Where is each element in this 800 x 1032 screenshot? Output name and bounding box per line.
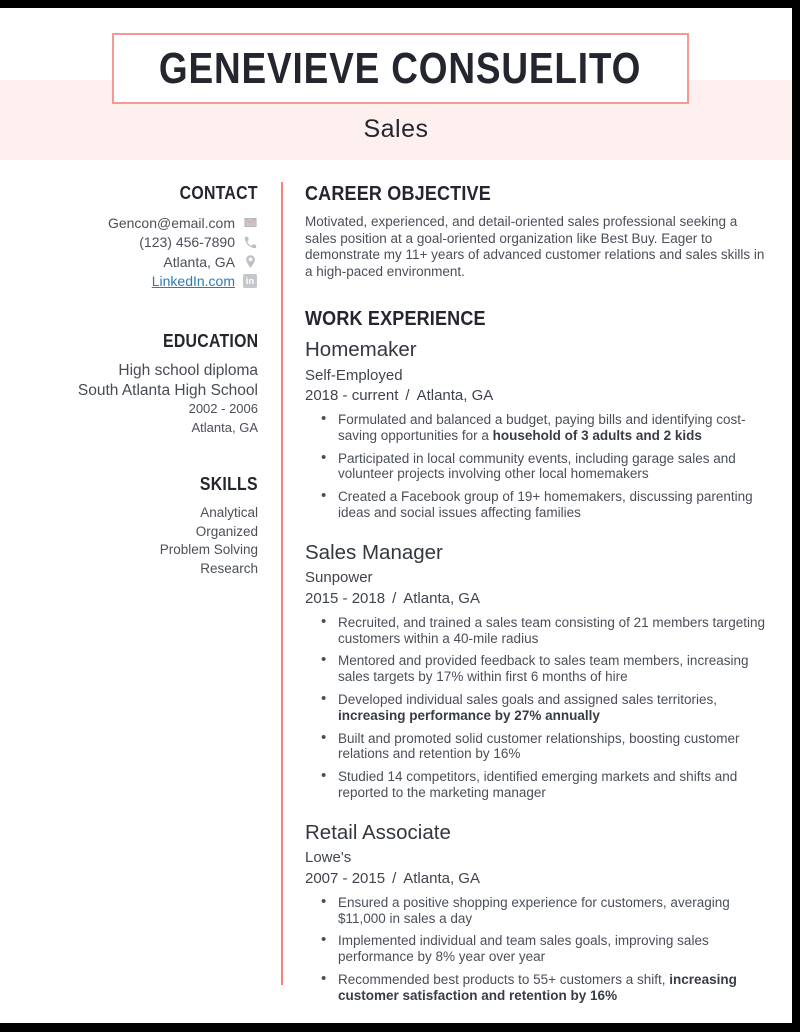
education-degree: High school diploma [118, 362, 258, 379]
job-bullet: • Created a Facebook group of 19+ homemakers, discussing parenting ideas and social issues affecting families [305, 489, 767, 521]
page-border-right [792, 0, 800, 1032]
column-divider [281, 182, 283, 985]
job-bullet-list [305, 615, 767, 801]
skill-item: Organized [195, 523, 258, 539]
job-dateline [305, 387, 767, 406]
sidebar [0, 183, 258, 578]
job-bullet: • Formulated and balanced a budget, paying bills and identifying cost-saving opportunities for a household of 3 adults and 2 kids [305, 412, 767, 444]
name-box [112, 33, 689, 104]
career-objective-text: Motivated, experienced, and detail-oriented sales professional seeking a sales position at a goal-oriented organization like Best Buy. Eager to demonstrate my 11+ years of advanced customer relations and sales skills in a high-paced environment. [305, 214, 765, 279]
education-school: South Atlanta High School [77, 381, 258, 399]
job-dates: 2015 - 2018 [305, 590, 386, 608]
phone-icon [242, 234, 258, 250]
job-bullet-list [305, 412, 767, 521]
job-dates: 2007 - 2015 [305, 870, 386, 888]
date-location-separator: / [392, 590, 397, 608]
education-heading: EDUCATION [162, 331, 258, 351]
job-bullet: • Built and promoted solid customer relationships, boosting customer relations and retention by 16% [305, 731, 767, 763]
job-company: Sunpower [305, 569, 373, 587]
job-company: Lowe's [305, 849, 352, 867]
skill-item: Research [200, 560, 258, 576]
date-location-separator: / [405, 387, 410, 405]
contact-row [0, 272, 258, 292]
job-bullet-list [305, 895, 767, 1004]
job-bullet: • Participated in local community events, including garage sales and volunteer projects involving other local homemakers [305, 451, 767, 483]
education-location: Atlanta, GA [191, 419, 258, 435]
job-title: Homemaker [305, 338, 417, 361]
job-bullet: • Studied 14 competitors, identified emerging markets and shifts and reported to the marketing manager [305, 769, 767, 801]
envelope-icon [242, 215, 258, 231]
contact-list [0, 213, 258, 291]
job-location: Atlanta, GA [416, 387, 494, 405]
job-title: Retail Associate [305, 820, 451, 844]
work-experience-heading: WORK EXPERIENCE [305, 308, 486, 330]
job-location: Atlanta, GA [403, 870, 480, 888]
page-border-top [0, 0, 800, 8]
job-bullet: • Developed individual sales goals and assigned sales territories, increasing performance by 27% annually [305, 692, 767, 724]
job-dateline [305, 590, 767, 609]
job-bullet: • Ensured a positive shopping experience for customers, averaging $11,000 in sales a day [305, 895, 767, 927]
contact-row [0, 213, 258, 233]
job-dates: 2018 - current [305, 387, 399, 405]
skill-item: Problem Solving [159, 542, 258, 557]
job-dateline [305, 870, 767, 889]
page-border-bottom [0, 1023, 800, 1032]
contact-value: Gencon@email.com [107, 214, 235, 231]
job-bullet: • Mentored and provided feedback to sales team members, increasing sales targets by 17% within first 6 months of hire [305, 653, 767, 685]
contact-row [0, 233, 258, 253]
job-entry [305, 542, 767, 801]
contact-row [0, 252, 258, 272]
skills-heading: SKILLS [200, 474, 258, 494]
jobs-list [305, 339, 767, 1004]
job-entry [305, 822, 767, 1004]
linkedin-icon: in [242, 273, 258, 289]
linkedin-link[interactable]: LinkedIn.com [151, 273, 235, 290]
main-column [305, 183, 767, 1011]
contact-value: Atlanta, GA [163, 253, 235, 270]
job-location: Atlanta, GA [403, 590, 480, 608]
date-location-separator: / [392, 870, 397, 888]
education-dates: 2002 - 2006 [188, 401, 258, 416]
job-entry [305, 339, 767, 521]
contact-heading: CONTACT [179, 183, 258, 203]
skill-item: Analytical [200, 505, 258, 520]
skills-list [0, 504, 258, 578]
person-title: Sales [363, 115, 429, 143]
job-bullet: • Implemented individual and team sales goals, improving sales performance by 8% year over year [305, 933, 767, 965]
job-bullet: • Recommended best products to 55+ customers a shift, increasing customer satisfaction and retention by 16% [305, 972, 767, 1004]
skills-section [0, 474, 258, 578]
job-bullet: • Recruited, and trained a sales team consisting of 21 members targeting customers within a 40-mile radius [305, 615, 767, 647]
career-objective-heading: CAREER OBJECTIVE [305, 183, 491, 205]
contact-value: (123) 456-7890 [139, 234, 235, 251]
education-section [0, 331, 258, 437]
job-title: Sales Manager [305, 540, 443, 564]
job-company: Self-Employed [305, 366, 403, 384]
person-name: GENEVIEVE CONSUELITO [159, 43, 642, 93]
location-pin-icon [242, 254, 258, 270]
